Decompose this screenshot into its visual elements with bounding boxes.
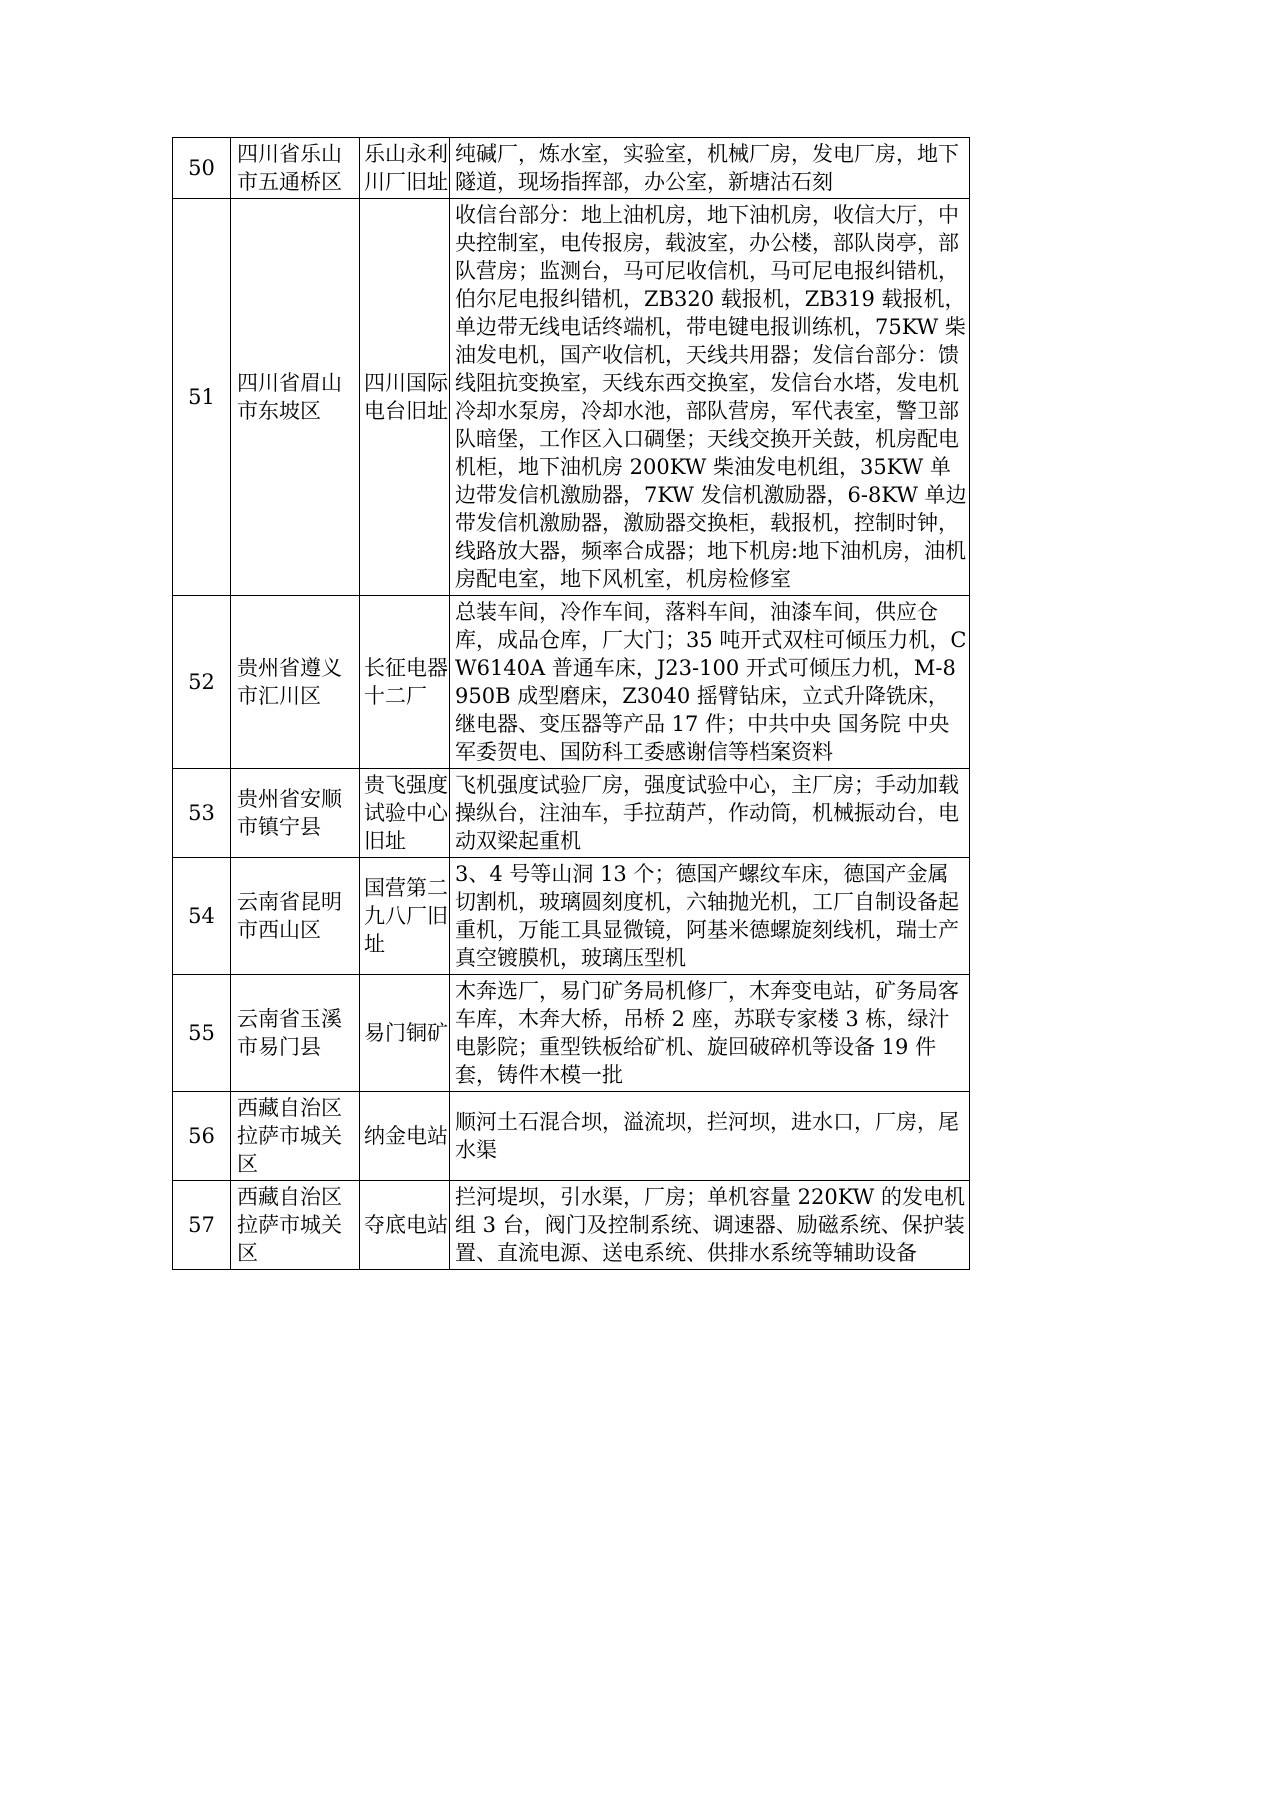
table-row [173,1181,970,1270]
row-description: 飞机强度试验厂房，强度试验中心，主厂房；手动加载操纵台，注油车，手拉葫芦，作动筒，机械振动台，电动双梁起重机 [450,769,970,858]
row-site-name: 四川国际电台旧址 [360,199,450,596]
row-location: 云南省昆明市西山区 [231,858,360,975]
table-row [173,858,970,975]
row-site-name: 纳金电站 [360,1092,450,1181]
row-location: 西藏自治区拉萨市城关区 [231,1181,360,1270]
row-site-name: 国营第二九八厂旧址 [360,858,450,975]
table-row [173,138,970,199]
row-location: 云南省玉溪市易门县 [231,975,360,1092]
row-site-name: 乐山永利川厂旧址 [360,138,450,199]
row-location: 贵州省遵义市汇川区 [231,596,360,769]
row-description: 顺河土石混合坝，溢流坝，拦河坝，进水口，厂房，尾水渠 [450,1092,970,1181]
row-site-name: 长征电器十二厂 [360,596,450,769]
row-location: 四川省眉山市东坡区 [231,199,360,596]
heritage-sites-table [172,137,970,1270]
table-row [173,769,970,858]
row-number: 57 [173,1181,231,1270]
table-row [173,975,970,1092]
row-description: 3、4 号等山洞 13 个；德国产螺纹车床，德国产金属切割机，玻璃圆刻度机，六轴抛光机，工厂自制设备起重机，万能工具显微镜，阿基米德螺旋刻线机，瑞士产真空镀膜机，玻璃压型机 [450,858,970,975]
row-number: 53 [173,769,231,858]
table-row [173,596,970,769]
row-description: 拦河堤坝，引水渠，厂房；单机容量 220KW 的发电机组 3 台，阀门及控制系统、调速器、励磁系统、保护装置、直流电源、送电系统、供排水系统等辅助设备 [450,1181,970,1270]
table-row [173,199,970,596]
table-row [173,1092,970,1181]
row-number: 56 [173,1092,231,1181]
row-number: 55 [173,975,231,1092]
row-site-name: 夺底电站 [360,1181,450,1270]
row-location: 贵州省安顺市镇宁县 [231,769,360,858]
row-description: 木奔选厂，易门矿务局机修厂，木奔变电站，矿务局客车库，木奔大桥，吊桥 2 座，苏联专家楼 3 栋，绿汁电影院；重型铁板给矿机、旋回破碎机等设备 19 件套，铸件木模一批 [450,975,970,1092]
row-site-name: 贵飞强度试验中心旧址 [360,769,450,858]
row-number: 52 [173,596,231,769]
row-number: 50 [173,138,231,199]
table-body [173,138,970,1270]
row-description: 总装车间，冷作车间，落料车间，油漆车间，供应仓库，成品仓库，厂大门；35 吨开式双柱可倾压力机，CW6140A 普通车床，J23-100 开式可倾压力机，M-8950B 成型磨床，Z3040 摇臂钻床，立式升降铣床，继电器、变压器等产品 17 件；中共中央 国务院 中央军委贺电、国防科工委感谢信等档案资料 [450,596,970,769]
row-location: 四川省乐山市五通桥区 [231,138,360,199]
row-site-name: 易门铜矿 [360,975,450,1092]
row-description: 纯碱厂，炼水室，实验室，机械厂房，发电厂房，地下隧道，现场指挥部，办公室，新塘沽石刻 [450,138,970,199]
row-description: 收信台部分：地上油机房，地下油机房，收信大厅，中央控制室，电传报房，载波室，办公楼，部队岗亭，部队营房；监测台，马可尼收信机，马可尼电报纠错机，伯尔尼电报纠错机，ZB320 载报机，ZB319 载报机，单边带无线电话终端机，带电键电报训练机，75KW 柴油发电机，国产收信机，天线共用器；发信台部分：馈线阻抗变换室，天线东西交换室，发信台水塔，发电机冷却水泵房，冷却水池，部队营房，军代表室，警卫部队暗堡，工作区入口碉堡；天线交换开关鼓，机房配电机柜，地下油机房 200KW 柴油发电机组，35KW 单边带发信机激励器，7KW 发信机激励器，6-8KW 单边带发信机激励器，激励器交换柜，载报机，控制时钟，线路放大器，频率合成器；地下机房:地下油机房，油机房配电室，地下风机室，机房检修室 [450,199,970,596]
row-number: 51 [173,199,231,596]
row-location: 西藏自治区拉萨市城关区 [231,1092,360,1181]
row-number: 54 [173,858,231,975]
